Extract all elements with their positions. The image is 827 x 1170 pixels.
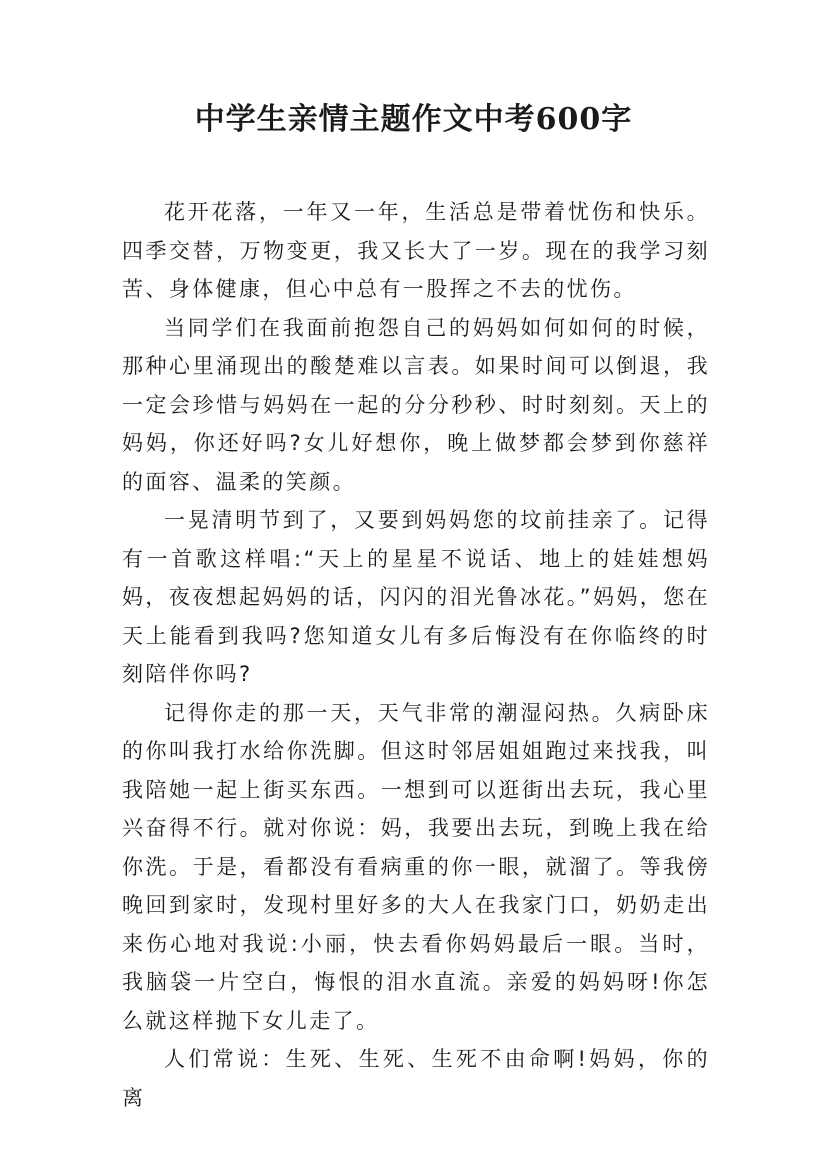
paragraph: 当同学们在我面前抱怨自己的妈妈如何如何的时候，那种心里涌现出的酸楚难以言表。如果时间可以倒退，我一定会珍惜与妈妈在一起的分分秒秒、时时刻刻。天上的妈妈，你还好吗?女儿好想你，晚上做梦都会梦到你慈祥的面容、温柔的笑颜。 bbox=[122, 315, 710, 494]
paragraph: 人们常说：生死、生死、生死不由命啊!妈妈，你的离 bbox=[122, 1047, 710, 1110]
document-title: 中学生亲情主题作文中考600字 bbox=[194, 102, 633, 137]
paragraph: 一晃清明节到了，又要到妈妈您的坟前挂亲了。记得有一首歌这样唱:“天上的星星不说话、地上的娃娃想妈妈，夜夜想起妈妈的话，闪闪的泪光鲁冰花。”妈妈，您在天上能看到我吗?您知道女儿有多后悔没有在你临终的时刻陪伴你吗? bbox=[122, 508, 710, 686]
document-body bbox=[122, 193, 710, 1117]
paragraph: 记得你走的那一天，天气非常的潮湿闷热。久病卧床的你叫我打水给你洗脚。但这时邻居姐姐跑过来找我，叫我陪她一起上街买东西。一想到可以逛街出去玩，我心里兴奋得不行。就对你说：妈，我要出去玩，到晚上我在给你洗。于是，看都没有看病重的你一眼，就溜了。等我傍晚回到家时，发现村里好多的大人在我家门口，奶奶走出来伤心地对我说:小丽，快去看你妈妈最后一眼。当时，我脑袋一片空白，悔恨的泪水直流。亲爱的妈妈呀!你怎么就这样抛下女儿走了。 bbox=[122, 700, 710, 1033]
paragraph: 花开花落，一年又一年，生活总是带着忧伤和快乐。四季交替，万物变更，我又长大了一岁。现在的我学习刻苦、身体健康，但心中总有一股挥之不去的忧伤。 bbox=[122, 200, 710, 301]
